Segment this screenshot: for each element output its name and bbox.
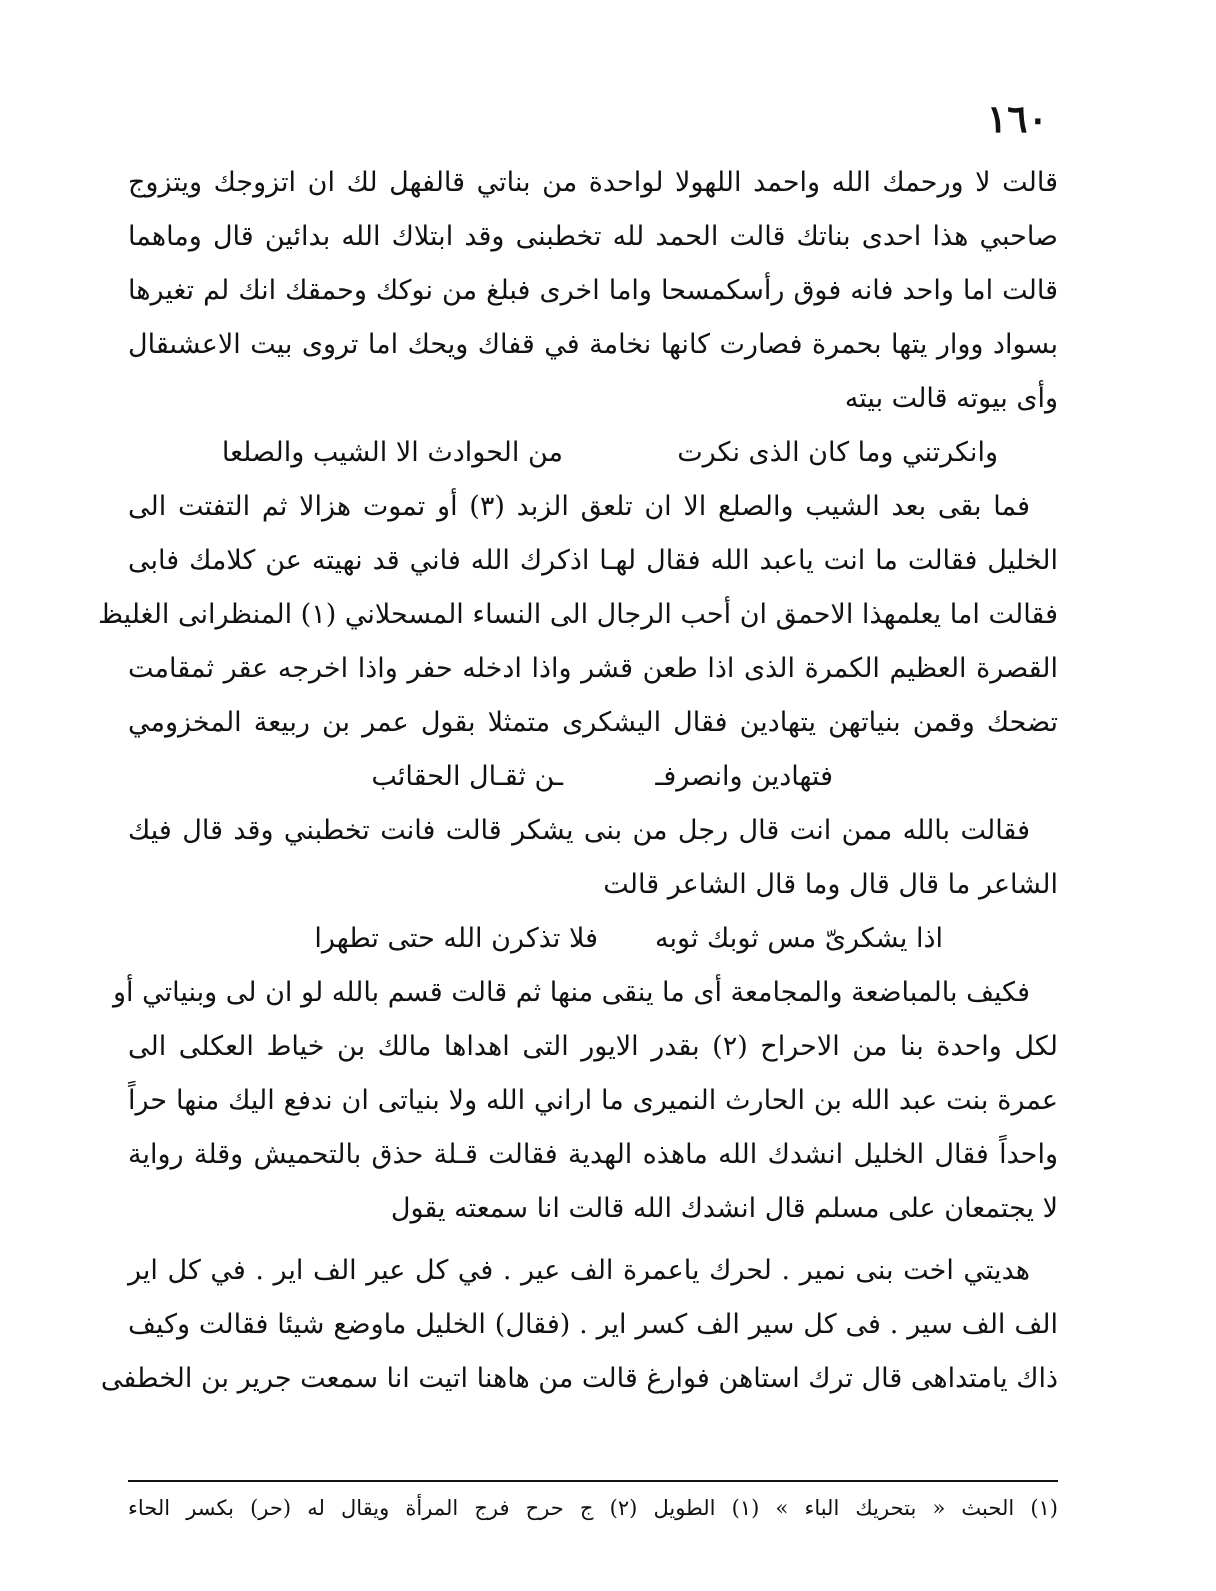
verse-1 xyxy=(128,426,1058,480)
verse-first-hemistich: وانكرتني وما كان الذى نكرت xyxy=(677,437,998,468)
verse-first-hemistich: فتهادين وانصرفـ xyxy=(655,761,833,792)
verse-second-hemistich: فلا تذكرن الله حتى تطهرا xyxy=(314,923,598,954)
footnote-divider xyxy=(128,1480,1058,1482)
text-line: لا يجتمعان على مسلم قال انشدك الله قالت انا سمعته يقول xyxy=(390,1193,1058,1224)
verse-second-hemistich: ـن ثقـال الحقائب xyxy=(371,761,563,792)
text-line: الشاعر ما قال قال وما قال الشاعر قالت xyxy=(603,869,1058,900)
text-line: عمرة بنت عبد الله بن الحارث النميرى ما اراني الله ولا بنياتى ان ندفع اليك منها حراً xyxy=(128,1085,1058,1116)
paragraph-5 xyxy=(100,1244,1058,1406)
text-line: وأى بيوته قالت بيته xyxy=(844,383,1058,414)
text-line: قالت اما واحد فانه فوق رأسكمسحا واما اخرى فبلغ من نوكك وحمقك انك لم تغيرها xyxy=(128,275,1058,306)
footnote: (١) الحبث « بتحريك الباء » (١) الطويل (٢) ج حرح فرج المرأة ويقال له (حر) بكسر الحاء xyxy=(128,1496,1058,1520)
text-line: فكيف بالمباضعة والمجامعة أى ما ينقى منها ثم قالت قسم بالله لو ان لى وبنياتي أو xyxy=(112,977,1030,1008)
text-line: هديتي اخت بنى نمير . لحرك ياعمرة الف عير . في كل عير الف اير . في كل اير xyxy=(128,1255,1030,1286)
verse-second-hemistich: من الحوادث الا الشيب والصلعا xyxy=(221,437,563,468)
text-line: تضحك وقمن بنياتهن يتهادين فقال اليشكرى متمثلا بقول عمر بن ربيعة المخزومي xyxy=(128,707,1058,738)
verse-first-hemistich: اذا يشكرىّ مس ثوبك ثوبه xyxy=(655,923,943,954)
text-line: الف الف سير . فى كل سير الف كسر اير . (فقال) الخليل ماوضع شيئا فقالت وكيف xyxy=(128,1309,1058,1340)
text-line: بسواد ووار يتها بحمرة فصارت كانها نخامة في قفاك ويحك اما تروى بيت الاعشىقال xyxy=(128,329,1058,360)
verse-2 xyxy=(128,750,1058,804)
text-line: الخليل فقالت ما انت ياعبد الله فقال لهـا اذكرك الله فاني قد نهيته عن كلامك فابى xyxy=(128,545,1058,576)
text-line: واحداً فقال الخليل انشدك الله ماهذه الهدية فقالت قـلة حذق بالتحميش وقلة رواية xyxy=(128,1139,1058,1170)
text-line: صاحبي هذا احدى بناتك قالت الحمد لله تخطبنى وقد ابتلاك الله بدائين قال وماهما xyxy=(128,221,1058,252)
page-number: ١٦٠ xyxy=(986,96,1048,141)
text-line: فقالت بالله ممن انت قال رجل من بنى يشكر قالت فانت تخطبني وقد قال فيك xyxy=(128,815,1030,846)
text-line: فقالت اما يعلمهذا الاحمق ان أحب الرجال الى النساء المسحلاني (١) المنظرانى الغليظ xyxy=(97,599,1058,630)
text-line: لكل واحدة بنا من الاحراح (٢) بقدر الايور التى اهداها مالك بن خياط العكلى الى xyxy=(128,1031,1058,1062)
verse-3 xyxy=(128,912,1058,966)
paragraph-2 xyxy=(97,480,1058,750)
paragraph-4 xyxy=(112,966,1058,1236)
text-line: القصرة العظيم الكمرة الذى اذا طعن قشر واذا ادخله حفر واذا اخرجه عقر ثمقامت xyxy=(128,653,1058,684)
paragraph-3 xyxy=(128,804,1058,912)
paragraph-1 xyxy=(128,156,1058,426)
text-line: ذاك يامتداهى قال ترك استاهن فوارغ قالت من هاهنا اتيت انا سمعت جرير بن الخطفى xyxy=(100,1363,1058,1394)
text-line: قالت لا ورحمك الله واحمد اللهولا لواحدة من بناتي قالفهل لك ان اتزوجك ويتزوج xyxy=(128,167,1058,198)
text-line: فما بقى بعد الشيب والصلع الا ان تلعق الزبد (٣) أو تموت هزالا ثم التفتت الى xyxy=(128,491,1030,522)
